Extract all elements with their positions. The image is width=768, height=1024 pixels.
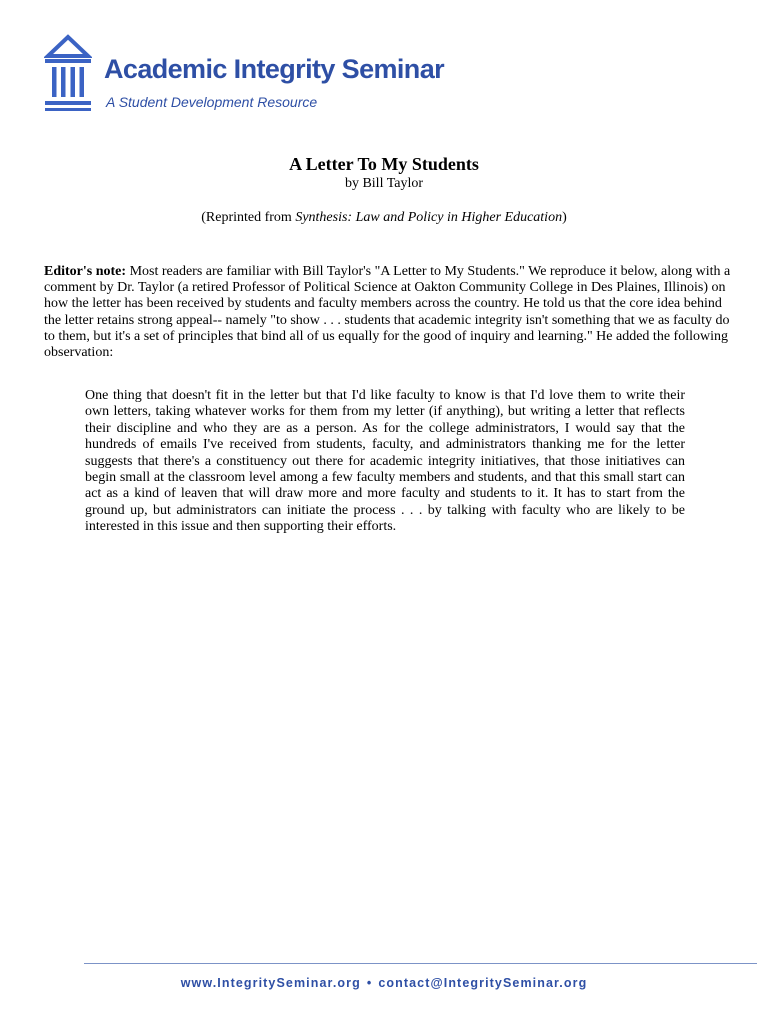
editors-note-text: Most readers are familiar with Bill Taylor's "A Letter to My Students." We reproduce it below, along with a comment by Dr. Taylor (a retired Professor of Political Science at Oakton Community College in Des Plaines, Illinois) on how the letter has been received by students and faculty members across the country. He told us that the core idea behind the letter retains strong appeal-- namely "to show . . . students that academic integrity isn't something that we as faculty do to them, but it's a set of principles that bind all of us equally for the good of inquiry and learning." He added the following observation: [44,264,731,361]
pillar-building-icon [44,34,92,112]
document-byline: by Bill Taylor [344,176,424,191]
brand-subtitle: A Student Development Resource [106,94,318,110]
editors-note-paragraph [44,264,734,361]
block-quote: One thing that doesn't fit in the letter but that I'd like faculty to know is that I'd love them to write their own letters, taking whatever works for them from my letter (if anything), but writing a letter that reflects their discipline and who they are as a person. As for the college administrators, I would say that the hundreds of emails I've received from students, faculty, and administrators thanking me for the letter suggests that there's a constituency out there for academic integrity initiatives, that those initiatives can begin small at the classroom level among a few faculty members and students, and that this small start can act as a kind of leaven that will draw more and more faculty and students to it. It has to start from the ground up, but administrators can initiate the process . . . by talking with faculty who are likely to be interested in this issue and then supporting their efforts. [85,388,685,535]
website-link[interactable]: www.IntegritySeminar.org [180,976,361,990]
reprint-source: Synthesis: Law and Policy in Higher Education [295,210,563,225]
reprint-prefix: (Reprinted from [201,210,296,225]
reprint-suffix: ) [562,210,567,225]
editors-note-label: Editor's note: [44,264,127,279]
footer-contact [0,976,768,990]
footer-divider [84,963,757,964]
email-link[interactable]: contact@IntegritySeminar.org [378,976,588,990]
reprint-note [0,210,768,226]
brand-title: Academic Integrity Seminar [104,54,445,84]
footer-separator: • [366,976,373,990]
document-title: A Letter To My Students [289,154,479,174]
